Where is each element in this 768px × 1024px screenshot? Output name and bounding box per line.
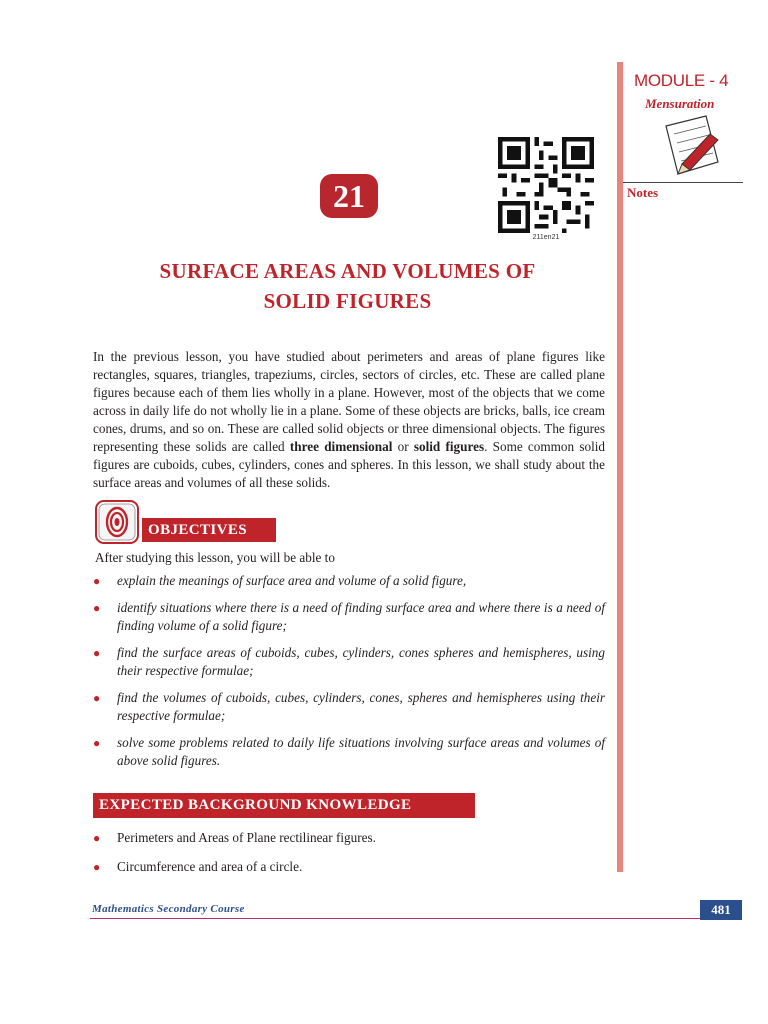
list-item	[93, 829, 605, 847]
qr-caption: 211en21	[532, 234, 560, 241]
notes-pencil-icon	[660, 112, 724, 180]
module-label: MODULE - 4	[634, 71, 729, 90]
chapter-number-badge: 21	[320, 174, 378, 218]
list-item	[93, 572, 605, 590]
list-item	[93, 689, 605, 725]
objective-text: find the surface areas of cuboids, cubes, cylinders, cones spheres and hemispheres, using their respective formulae;	[117, 645, 605, 678]
objective-text: solve some problems related to daily life situations involving surface areas and volumes of above solid figures.	[117, 735, 605, 768]
background-list	[93, 829, 605, 887]
objectives-lead: After studying this lesson, you will be able to	[95, 550, 335, 565]
bullet-icon: ●	[93, 601, 101, 615]
subject-label: Mensuration	[645, 96, 715, 111]
notes-label: Notes	[627, 185, 659, 200]
bullet-icon: ●	[93, 574, 101, 588]
intro-paragraph	[93, 348, 605, 492]
lesson-title-line-2: SOLID FIGURES	[263, 289, 432, 313]
list-item	[93, 734, 605, 770]
lesson-title	[90, 256, 605, 316]
footer-divider	[90, 918, 742, 919]
objective-text: identify situations where there is a need of finding surface area and where there is a need of finding volume of a solid figure;	[117, 600, 605, 633]
background-heading: EXPECTED BACKGROUND KNOWLEDGE	[93, 793, 475, 818]
page-number: 481	[700, 900, 742, 920]
margin-bar	[617, 62, 623, 872]
notes-divider	[623, 182, 743, 183]
objectives-heading: OBJECTIVES	[142, 518, 276, 542]
list-item	[93, 644, 605, 680]
bullet-icon: ●	[93, 860, 101, 874]
bullet-icon: ●	[93, 646, 101, 660]
lesson-title-line-1: SURFACE AREAS AND VOLUMES OF	[159, 259, 536, 283]
intro-text-2: or	[392, 439, 414, 454]
intro-bold-1: three dimensional	[289, 439, 393, 454]
list-item	[93, 599, 605, 635]
objective-text: explain the meanings of surface area and volume of a solid figure,	[117, 573, 467, 588]
objective-text: find the volumes of cuboids, cubes, cylinders, cones, spheres and hemispheres using their respective formulae;	[117, 690, 605, 723]
bullet-icon: ●	[93, 736, 101, 750]
background-text: Perimeters and Areas of Plane rectilinear figures.	[117, 830, 376, 845]
intro-text-1: In the previous lesson, you have studied about perimeters and areas of plane figures like rectangles, squares, triangles, trapeziums, circles, sectors of circles, etc. These are called plane figures because each of them lies wholly in a plane. However, most of the objects that we come across in daily life do not wholly lie in a plane. Some of these objects are bricks, balls, ice cream cones, drums, and so on. These are called solid objects or three dimensional objects. The figures representing these solids are called	[93, 349, 605, 454]
bullet-icon: ●	[93, 831, 101, 845]
objectives-list	[93, 572, 605, 779]
footer-course: Mathematics Secondary Course	[92, 903, 245, 915]
intro-bold-2: solid figures	[413, 439, 485, 454]
target-icon	[95, 500, 139, 544]
qr-code-icon[interactable]	[498, 137, 594, 233]
background-text: Circumference and area of a circle.	[117, 859, 303, 874]
bullet-icon: ●	[93, 691, 101, 705]
list-item	[93, 858, 605, 876]
intro-text-3: . Some common solid figures are cuboids, cubes, cylinders, cones and spheres. In this lesson, we shall study about the surface areas and volumes of all these solids.	[93, 439, 605, 490]
